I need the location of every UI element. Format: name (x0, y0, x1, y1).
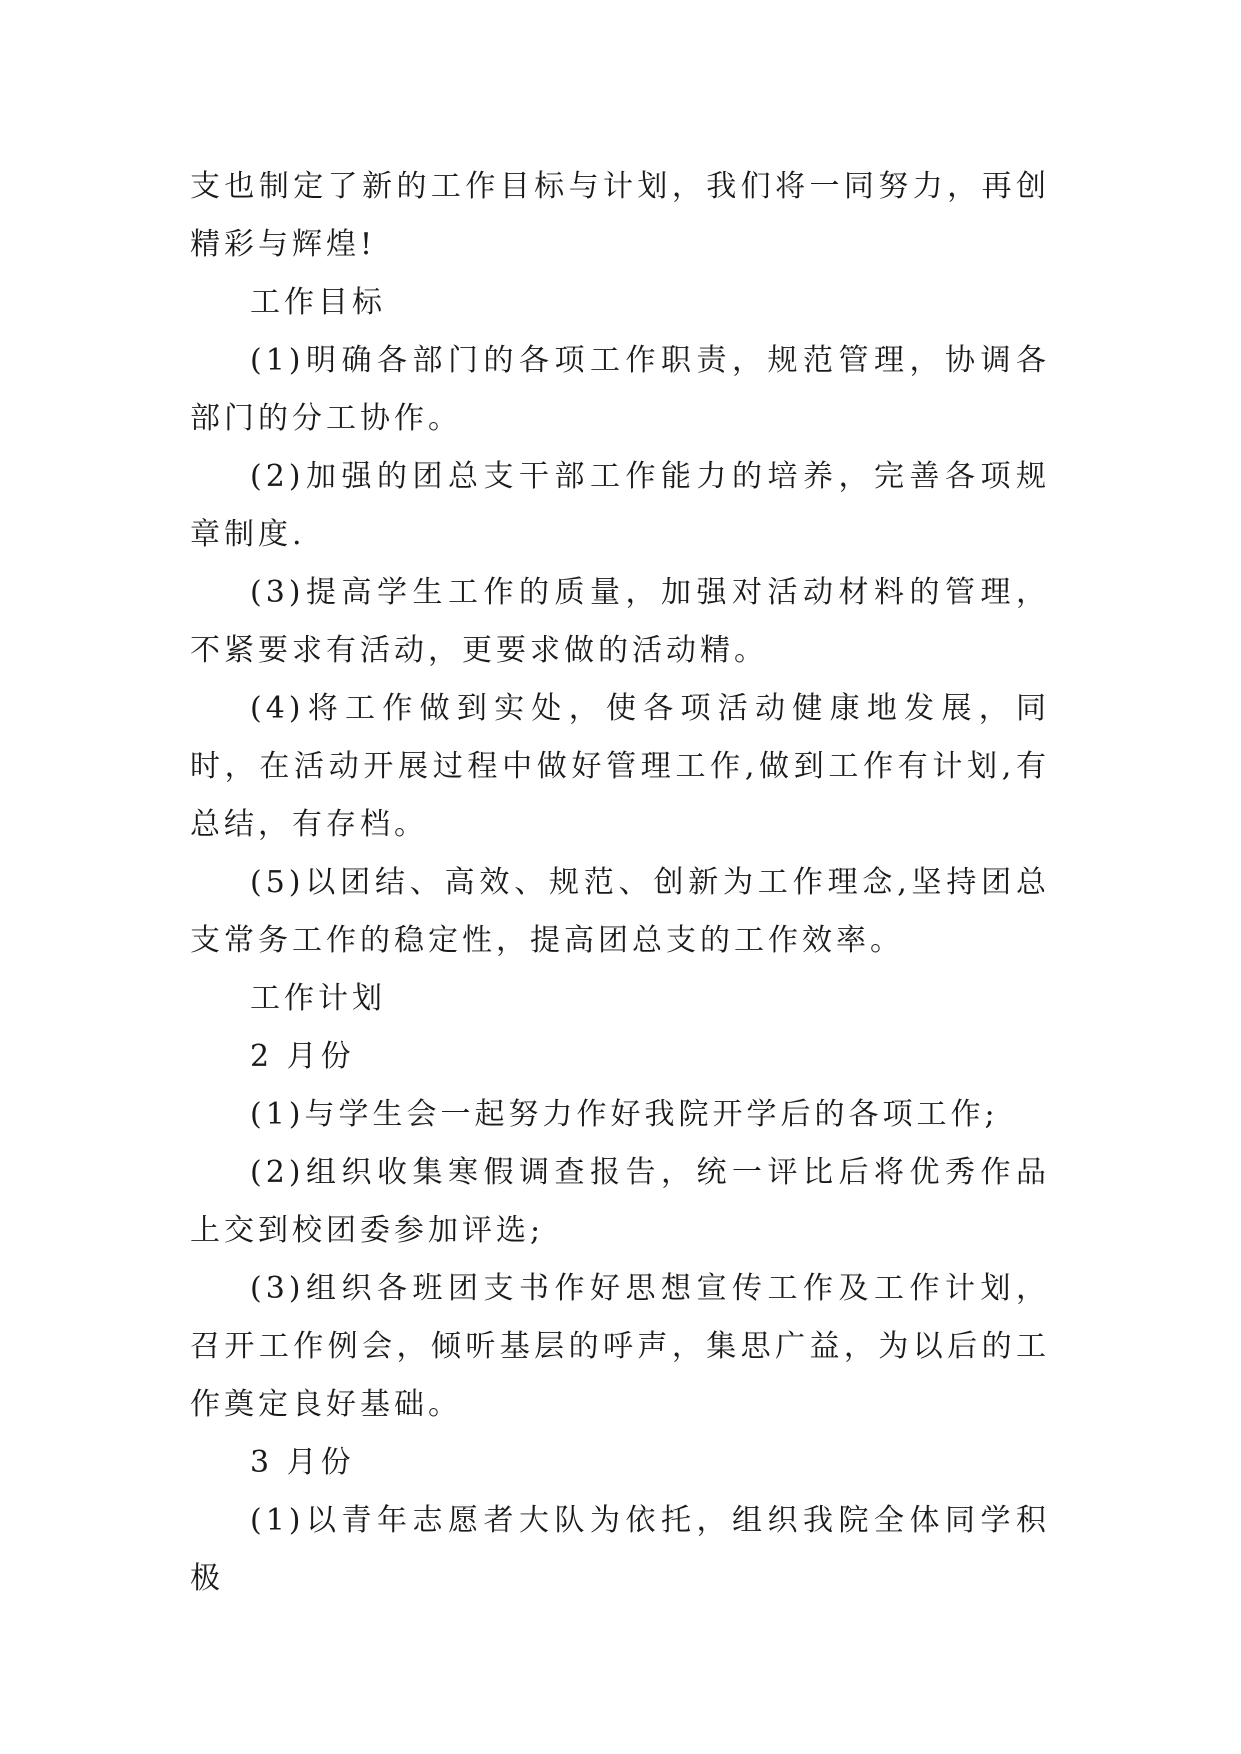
section-heading-work-goals: 工作目标 (250, 285, 386, 320)
goal-item-2: (2)加强的团总支干部工作能力的培养，完善各项规章制度. (190, 459, 1050, 552)
goal-item-1: (1)明确各部门的各项工作职责，规范管理，协调各部门的分工协作。 (190, 343, 1050, 436)
goal-item-3: (3)提高学生工作的质量，加强对活动材料的管理，不紧要求有活动，更要求做的活动精。 (190, 575, 1050, 668)
march-item-1: (1)以青年志愿者大队为依托，组织我院全体同学积极 (190, 1503, 1050, 1596)
month-heading-february: 2 月份 (250, 1039, 355, 1074)
goal-item-5: (5)以团结、高效、规范、创新为工作理念,坚持团总支常务工作的稳定性，提高团总支的工作效率。 (190, 865, 1050, 958)
february-item-2: (2)组织收集寒假调查报告，统一评比后将优秀作品上交到校团委参加评选; (190, 1155, 1050, 1248)
section-heading-work-plan: 工作计划 (250, 981, 386, 1016)
goal-item-4: (4)将工作做到实处，使各项活动健康地发展，同时，在活动开展过程中做好管理工作,做到工作有计划,有总结，有存档。 (190, 691, 1050, 842)
february-item-3: (3)组织各班团支书作好思想宣传工作及工作计划，召开工作例会，倾听基层的呼声，集思广益，为以后的工作奠定良好基础。 (190, 1271, 1050, 1422)
paragraph-continuation: 支也制定了新的工作目标与计划，我们将一同努力，再创精彩与辉煌! (190, 169, 1050, 262)
month-heading-march: 3 月份 (250, 1445, 355, 1480)
document-body (190, 158, 1050, 1608)
february-item-1: (1)与学生会一起努力作好我院开学后的各项工作; (250, 1097, 999, 1132)
